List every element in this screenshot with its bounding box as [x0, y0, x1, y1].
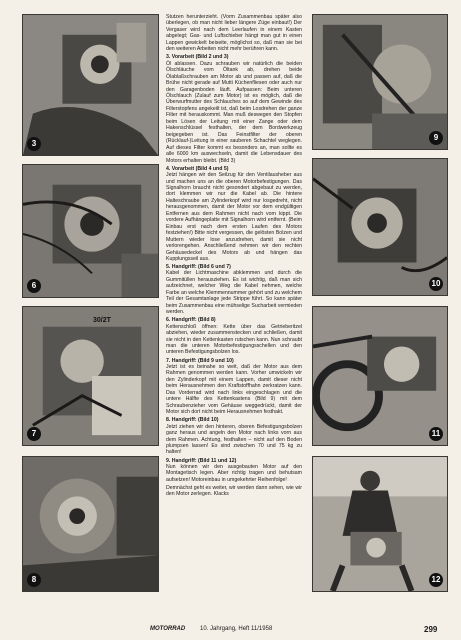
paragraph-heading: 6. Handgriff: (Bild 8)	[166, 317, 216, 324]
photo-number: 12	[429, 573, 443, 587]
photo-number: 6	[27, 279, 41, 293]
paragraph-heading: 8. Handgriff: (Bild 10)	[166, 417, 219, 424]
photo-12-image	[313, 457, 447, 591]
paragraph	[166, 485, 302, 498]
photo-number: 9	[429, 131, 443, 145]
paragraph-heading: 5. Handgriff: (Bild 6 und 7)	[166, 264, 231, 270]
paragraph-text: Jetzt hängen wir den Seilzug für den Ventilausheber aus und machen uns an die oberen Motorbefestigungen. Das Signalhorn braucht nicht gesondert abgebaut zu werden, dort klemmen wir nur die Kabel ab. Die hintere Halteschraube am Zylinderkopf wird nur losgedreht, nicht herausgenommen, damit der Motor vor dem endgültigen Entfernen aus dem Rahmen nicht nach vorn kippt. Die vordere Aufhängeplatte mit Signalhorn wird entfernt. (Beim Einbau erst nach dem ersten Laufen des Motors festziehen!) Bitte nicht vergessen, die gelösten Bolzen und Muttern wieder lose anzudrehen, damit sie nicht verlorengehen. Anschließend nehmen wir den rechten Gehäusedeckel des Motors ab und hängen das Kupplungsseil aus.	[166, 172, 302, 262]
paragraph-heading: 7. Handgriff: (Bild 9 und 10)	[166, 357, 234, 364]
photo-12	[312, 456, 448, 592]
paragraph-heading: 3. Vorarbeit (Bild 2 und 3)	[166, 54, 229, 61]
photo-3	[22, 14, 159, 156]
photo-10-image	[313, 159, 447, 295]
paragraph-heading: 4. Vorarbeit (Bild 4 und 5)	[166, 165, 229, 172]
photo-number: 8	[27, 573, 41, 587]
photo-7-overlay-text: 30/2T	[93, 317, 111, 324]
paragraph-text: Öl ablassen. Dazu schrauben wir natürlich die beiden Ölschläuche vom Öltank ab, drehen beide Ölablaßschrauben am Motor ab und passen auf, daß die Brühe nicht gerade auf Mutti Küchenfliesen oder auch nur den Garagenboden läuft. Aufpassen: Beim unteren Ölschlauch (Zulauf zum Motor) ist es möglich, daß die Überwurfmutter des Schlauches so auf dem Gewinde des Filterstopfens angekeilt ist, daß beim Losdrehen der ganze Filter mit herauskommt. Man muß deswegen den Stopfen beim Lösen der Leitung mit einer Zange oder dem Hakenschlüssel festhalten, der dem Bordwerkzeug beigegeben ist. Das Feinstfilter der oberen (Rücklauf-)Leitung in einer sauberen Schachtel weglegen. Auf dieses Filter kommt es besonders an, man sollte es alle 6000 km auswechseln, damit die Lebensdauer des Motors erhalten bleibt. (Bild 3)	[166, 60, 302, 164]
photo-11-image	[313, 307, 447, 445]
photo-number: 11	[429, 427, 443, 441]
photo-10	[312, 158, 448, 296]
photo-3-image	[23, 15, 158, 155]
paragraph	[166, 166, 302, 263]
paragraph-text: Jetzt ziehen wir den hinteren, oberen Befestigungsbolzen ganz heraus und angeln den Motor nach links vorn aus dem Rahmen. Achtung, festhalten – nicht auf den Boden plumpsen lassen! Es sind zwischen 70 und 75 kg zu halten!	[166, 423, 302, 456]
photo-8-image	[23, 457, 158, 591]
issue-info: 10. Jahrgang, Heft 11/1958	[200, 626, 273, 632]
photo-9	[312, 14, 448, 150]
paragraph-text: Demnächst geht es weiter, wir werden dann sehen, wie wir den Motor zerlegen. Klacks	[166, 484, 302, 498]
photo-9-image	[313, 15, 447, 149]
photo-6	[22, 164, 159, 298]
paragraph-text: Stutzen herunterzieht. (Vorm Zusammenbau später also überlegen, ob man nicht lieber längere Züge einbaut!) Der Vergaser wird nach dem Leerlaufen in einem Kasten abgelegt; Gas- und Luftschieber hängt man gut in einen Lappen gewickelt beiseite, möglichst so, daß man sie bei den weiteren Arbeiten nicht mehr berühren kann.	[166, 14, 302, 53]
paragraph	[166, 417, 302, 456]
paragraph-heading: 9. Handgriff: (Bild 11 und 12)	[166, 457, 237, 464]
photo-7	[22, 306, 159, 446]
page-number: 299	[424, 625, 438, 634]
paragraph-text: Kabel der Lichtmaschine abklemmen und durch die Gummitüllen herausziehen. Es ist wichtig, daß man sich aufzeichnet, welcher Weg die Kabel nehmen, welche Farbe an welche Klemmennummer gehört und zu welchem Teil der Gesamtanlage jede Strippe führt. So kann später beim Zusammenbau eine mühselige Sucharbeit vermieden werden.	[166, 270, 302, 316]
paragraph-text: Jetzt ist es beinahe so weit, daß der Motor aus dem Rahmen genommen werden kann. Vorher umwickeln wir den Zylinderkopf mit einem Lappen, damit dieser nicht beim Herausnehmen den Kraftstoffhahn zerkratzen kann. Das Vorderrad wird nach links eingeschlagen und die untere Hälfte des Kettenkastens (Bild 9) mit dem Schraubenzieher vom Gehäuse weggedrückt, damit der Motor sich dort nicht beim Herausnehmen festhakt.	[166, 363, 302, 416]
photo-number: 3	[27, 137, 41, 151]
photo-11	[312, 306, 448, 446]
paragraph-text: Nun können wir den ausgebauten Motor auf den Montagetisch legen. Aber richtig tragen und behutsam aufsetzen! Motoreinbau in umgekehrter Reihenfolge!	[166, 463, 302, 483]
paragraph	[166, 317, 302, 356]
paragraph	[166, 264, 302, 316]
paragraph	[166, 458, 302, 484]
page-footer	[0, 624, 461, 638]
photo-number: 7	[27, 427, 41, 441]
photo-7-image	[23, 307, 158, 445]
paragraph-text: Kettenschloß öffnen: Kette über das Getrieberitzel abziehen, wieder zusammenstecken und schließen, damit sie nicht in den Kettenkasten rutschen kann. Nun schraubt man die unteren Motorbefestigungsschellen und den unteren Befestigungsbolzen los.	[166, 323, 302, 356]
paragraph	[166, 54, 302, 164]
paragraph	[166, 14, 302, 53]
photo-6-image	[23, 165, 158, 297]
photo-8	[22, 456, 159, 592]
photo-number: 10	[429, 277, 443, 291]
paragraph	[166, 358, 302, 416]
article-text-column	[166, 14, 302, 574]
magazine-name: MOTORRAD	[150, 626, 186, 632]
